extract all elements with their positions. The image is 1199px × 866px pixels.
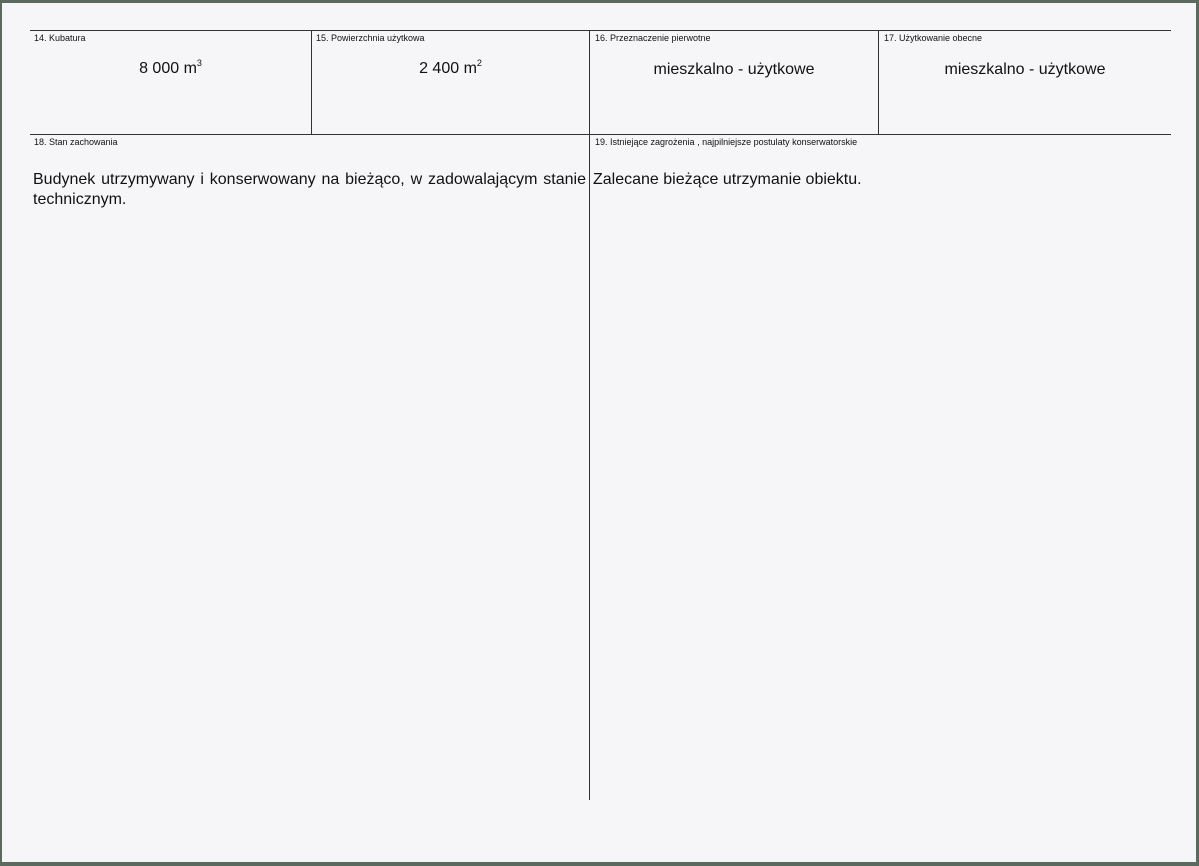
field-18-text: Budynek utrzymywany i konserwowany na bieżąco, w zadowalającym stanie technicznym. <box>33 171 586 208</box>
record-sheet <box>2 3 1196 862</box>
field-16-value: mieszkalno - użytkowe <box>653 61 815 78</box>
divider-14-15 <box>311 30 312 134</box>
field-14-label: 14. Kubatura <box>34 33 86 43</box>
field-15-label: 15. Powierzchnia użytkowa <box>316 33 425 43</box>
divider-main <box>589 30 590 800</box>
field-15-value <box>312 60 589 78</box>
field-18-label: 18. Stan zachowania <box>34 137 118 147</box>
middle-rule <box>30 134 1171 135</box>
kubatura-exponent: 3 <box>196 58 202 68</box>
field-17-label: 17. Użytkowanie obecne <box>884 33 983 43</box>
field-19-label: 19. Istniejące zagrożenia , najpilniejsze postulaty konserwatorskie <box>595 137 858 147</box>
divider-16-17 <box>878 30 879 134</box>
kubatura-value: 8 000 m <box>139 60 197 77</box>
field-19-text: Zalecane bieżące utrzymanie obiektu. <box>593 171 862 188</box>
powierzchnia-exponent: 2 <box>476 58 482 68</box>
top-rule <box>30 30 1171 31</box>
field-14-value <box>30 60 311 78</box>
field-17-value: mieszkalno - użytkowe <box>944 61 1106 78</box>
field-16-label: 16. Przeznaczenie pierwotne <box>595 33 711 43</box>
powierzchnia-value: 2 400 m <box>419 60 477 77</box>
